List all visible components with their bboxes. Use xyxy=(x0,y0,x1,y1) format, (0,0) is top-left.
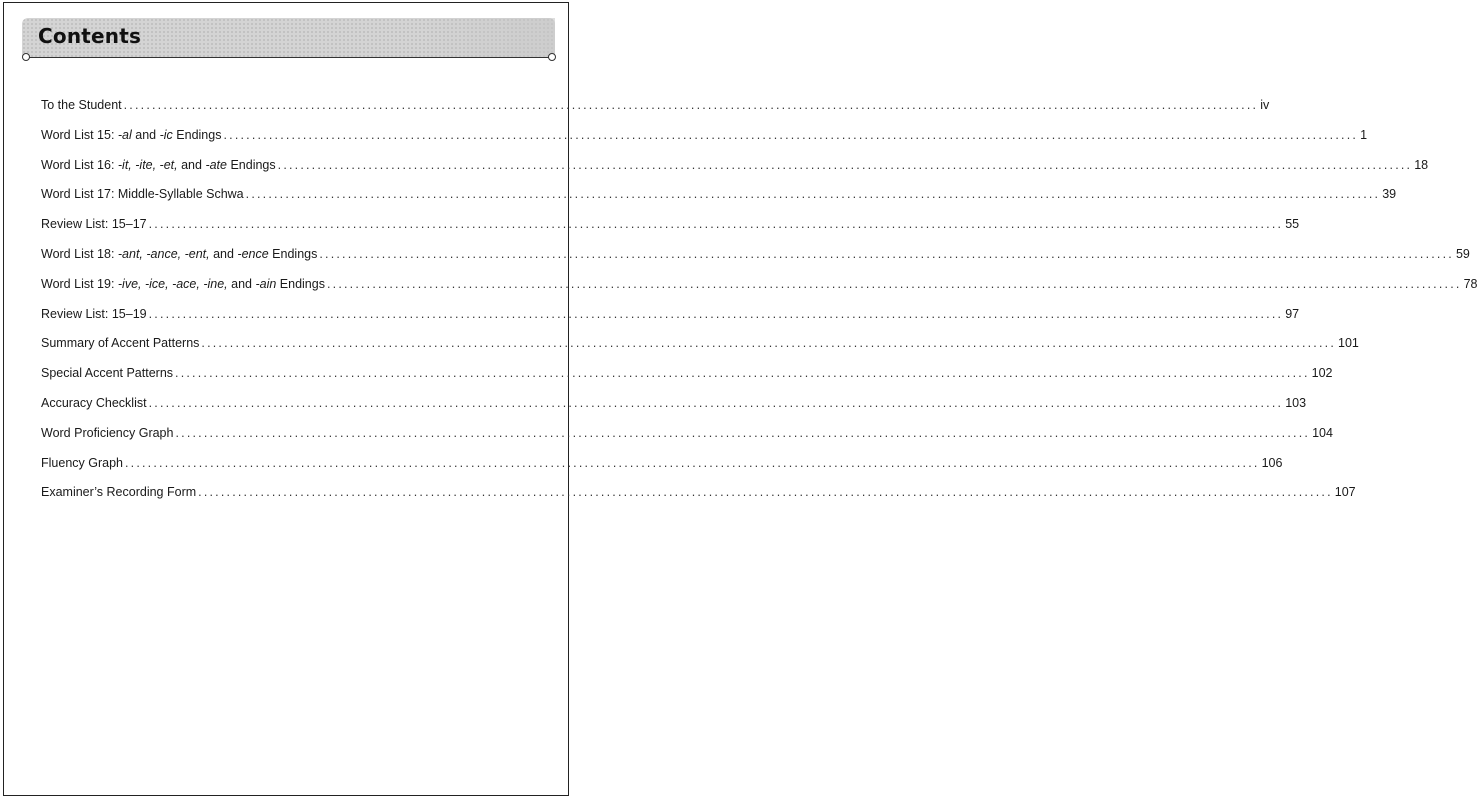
dot-leader: ........................................................................................................................................................................................................ xyxy=(123,98,1259,112)
toc-title-italic-part: -ant, -ance, -ent, xyxy=(117,246,210,261)
toc-entry[interactable] xyxy=(41,425,1333,456)
toc-title-italic-part: -al xyxy=(117,127,132,142)
toc-title-part: Word Proficiency Graph xyxy=(41,425,174,440)
toc-title-italic-part: -it, -ite, -et, xyxy=(117,157,178,172)
toc-title-part: and xyxy=(227,276,256,291)
dot-leader: ........................................................................................................................................................................................................ xyxy=(175,366,1310,381)
toc-title-part: Endings xyxy=(226,157,276,172)
toc-title-part: Endings xyxy=(172,127,222,142)
header-rule xyxy=(27,57,550,58)
toc-page-number: 106 xyxy=(1261,455,1283,470)
dot-leader: ........................................................................................................................................................................................................ xyxy=(223,127,1359,142)
toc-title-part: Endings xyxy=(268,246,318,261)
dot-leader: ........................................................................................................................................................................................................ xyxy=(175,425,1311,440)
toc-page-number: 39 xyxy=(1382,187,1397,202)
toc-page-number: 104 xyxy=(1312,425,1333,440)
toc-title-part: Word List 17: Middle-Syllable Schwa xyxy=(41,187,244,202)
dot-leader: ........................................................................................................................................................................................................ xyxy=(319,246,1454,261)
toc-entry-title xyxy=(41,247,319,261)
toc-entry[interactable] xyxy=(41,157,1429,188)
rule-end-dot-left xyxy=(22,53,30,61)
toc-title-part: Fluency Graph xyxy=(41,455,123,470)
dot-leader: ........................................................................................................................................................................................................ xyxy=(245,187,1381,202)
toc-entry[interactable] xyxy=(41,455,1283,486)
toc-entry-title xyxy=(41,277,327,291)
toc-entry[interactable] xyxy=(41,187,1397,217)
toc-title-part: Word List 19: xyxy=(41,276,118,291)
toc-entry-title xyxy=(41,217,149,231)
toc-entry[interactable] xyxy=(41,366,1333,396)
header-gradient xyxy=(415,18,555,58)
toc-title-italic-part: -ate xyxy=(205,157,227,172)
dot-leader: ........................................................................................................................................................................................................ xyxy=(198,485,1333,500)
toc-entry-title xyxy=(41,158,278,172)
toc-page-number: 107 xyxy=(1334,485,1356,500)
toc-entry-title xyxy=(41,128,223,142)
toc-title-italic-part: -ain xyxy=(255,276,277,291)
toc-title-part: and xyxy=(131,127,160,142)
toc-page-number: 1 xyxy=(1360,127,1368,142)
toc-title-part: Review List: 15–19 xyxy=(41,306,147,321)
toc-entry[interactable] xyxy=(41,98,1270,128)
toc-entry-title xyxy=(41,336,201,350)
toc-title-part: Review List: 15–17 xyxy=(41,217,147,232)
toc-entry-title xyxy=(41,396,149,410)
toc-entry-title xyxy=(41,426,175,440)
toc-title-part: Word List 18: xyxy=(41,246,118,261)
toc-page-number: 102 xyxy=(1311,366,1333,381)
dot-leader: ........................................................................................................................................................................................................ xyxy=(277,157,1413,172)
toc-title-italic-part: -ive, -ice, -ace, -ine, xyxy=(117,276,228,291)
toc-page-number: 103 xyxy=(1285,395,1307,410)
toc-title-part: Accuracy Checklist xyxy=(41,395,147,410)
dot-leader: ........................................................................................................................................................................................................ xyxy=(201,336,1336,351)
dot-leader: ........................................................................................................................................................................................................ xyxy=(148,306,1284,321)
dot-leader: ........................................................................................................................................................................................................ xyxy=(124,455,1260,470)
contents-header-bar xyxy=(22,18,555,58)
toc-entry-title xyxy=(41,98,124,112)
toc-entry[interactable] xyxy=(41,246,1470,277)
page-title: Contents xyxy=(38,24,142,48)
toc-entry[interactable] xyxy=(41,336,1359,366)
toc-entry[interactable] xyxy=(41,485,1356,515)
toc-entry-title xyxy=(41,187,246,201)
toc-page-number: 59 xyxy=(1455,246,1470,261)
toc-title-part: Summary of Accent Patterns xyxy=(41,336,200,351)
document-page xyxy=(3,2,1477,796)
toc-title-part: Endings xyxy=(276,276,325,291)
toc-title-part: Special Accent Patterns xyxy=(41,366,174,381)
toc-entry[interactable] xyxy=(41,217,1300,247)
toc-entry-title xyxy=(41,307,149,321)
toc-entry[interactable] xyxy=(41,306,1300,337)
toc-page-number: 78 xyxy=(1463,276,1477,291)
toc-entry[interactable] xyxy=(41,127,1368,158)
toc-title-part: Word List 16: xyxy=(41,157,118,172)
toc-page-number: 55 xyxy=(1285,217,1300,232)
dot-leader: ........................................................................................................................................................................................................ xyxy=(326,276,1462,291)
rule-end-dot-right xyxy=(548,53,556,61)
toc-title-part: and xyxy=(209,246,238,261)
toc-entry-title xyxy=(41,456,125,470)
dot-leader: ........................................................................................................................................................................................................ xyxy=(148,217,1284,232)
toc-entry-title xyxy=(41,366,175,380)
toc-title-part: To the Student xyxy=(41,98,122,112)
table-of-contents xyxy=(41,98,1477,515)
toc-page-number: 18 xyxy=(1414,157,1429,172)
toc-title-part: Examiner’s Recording Form xyxy=(41,485,197,500)
dot-leader: ........................................................................................................................................................................................................ xyxy=(148,395,1284,410)
toc-title-part: and xyxy=(177,157,206,172)
toc-page-number: iv xyxy=(1260,98,1270,112)
toc-entry[interactable] xyxy=(41,395,1307,426)
toc-page-number: 97 xyxy=(1285,306,1300,321)
toc-entry-title xyxy=(41,485,198,499)
toc-title-italic-part: -ic xyxy=(159,127,173,142)
toc-page-number: 101 xyxy=(1338,336,1359,351)
toc-title-italic-part: -ence xyxy=(237,246,269,261)
toc-entry[interactable] xyxy=(41,276,1477,307)
toc-title-part: Word List 15: xyxy=(41,127,118,142)
